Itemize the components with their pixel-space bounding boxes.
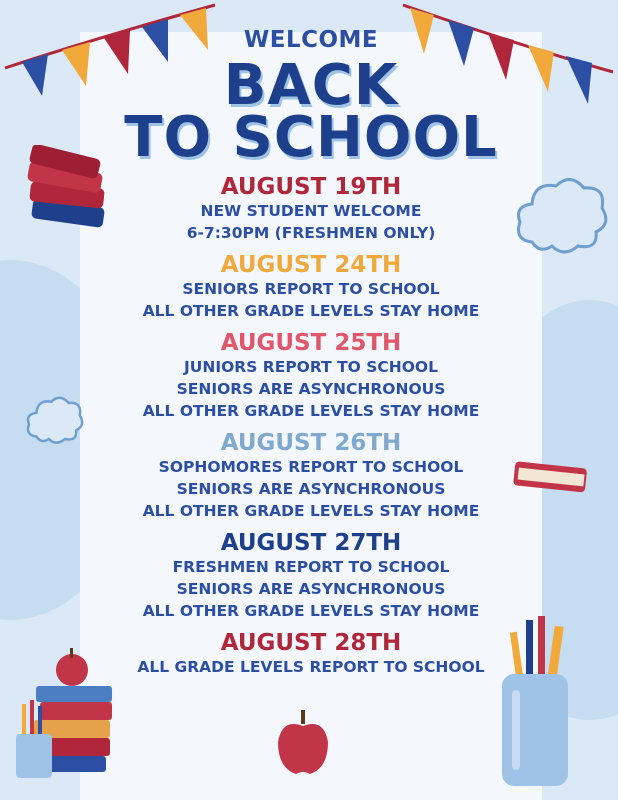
event-detail: SENIORS ARE ASYNCHRONOUS	[176, 480, 446, 498]
event-block	[80, 630, 542, 678]
event-block	[80, 174, 542, 244]
event-block	[80, 530, 542, 622]
to-school-heading: TO SCHOOL	[124, 105, 498, 170]
event-detail: ALL GRADE LEVELS REPORT TO SCHOOL	[137, 658, 485, 676]
event-block	[80, 330, 542, 422]
event-detail: ALL OTHER GRADE LEVELS STAY HOME	[142, 402, 480, 420]
event-block	[80, 430, 542, 522]
event-date: AUGUST 25TH	[220, 330, 402, 356]
welcome-heading: WELCOME	[243, 27, 379, 53]
event-block	[80, 252, 542, 322]
event-date: AUGUST 27TH	[220, 530, 402, 556]
event-detail: NEW STUDENT WELCOME	[200, 202, 422, 220]
event-date: AUGUST 19TH	[220, 174, 402, 200]
poster-content	[80, 26, 542, 678]
event-detail: ALL OTHER GRADE LEVELS STAY HOME	[142, 502, 480, 520]
cloud-icon	[24, 392, 86, 450]
event-detail: SOPHOMORES REPORT TO SCHOOL	[158, 458, 464, 476]
pencil-cup-icon	[12, 700, 56, 780]
event-date: AUGUST 24TH	[220, 252, 402, 278]
apple-icon	[272, 708, 334, 778]
back-heading: BACK	[223, 53, 399, 118]
event-detail: ALL OTHER GRADE LEVELS STAY HOME	[142, 602, 480, 620]
event-detail: FRESHMEN REPORT TO SCHOOL	[172, 558, 450, 576]
event-list	[80, 174, 542, 678]
event-date: AUGUST 28TH	[220, 630, 402, 656]
event-detail: JUNIORS REPORT TO SCHOOL	[184, 358, 438, 376]
event-detail: SENIORS ARE ASYNCHRONOUS	[176, 380, 446, 398]
event-detail: ALL OTHER GRADE LEVELS STAY HOME	[142, 302, 480, 320]
event-detail: SENIORS ARE ASYNCHRONOUS	[176, 580, 446, 598]
event-date: AUGUST 26TH	[220, 430, 402, 456]
event-detail: 6-7:30PM (FRESHMEN ONLY)	[186, 224, 436, 242]
event-detail: SENIORS REPORT TO SCHOOL	[182, 280, 440, 298]
